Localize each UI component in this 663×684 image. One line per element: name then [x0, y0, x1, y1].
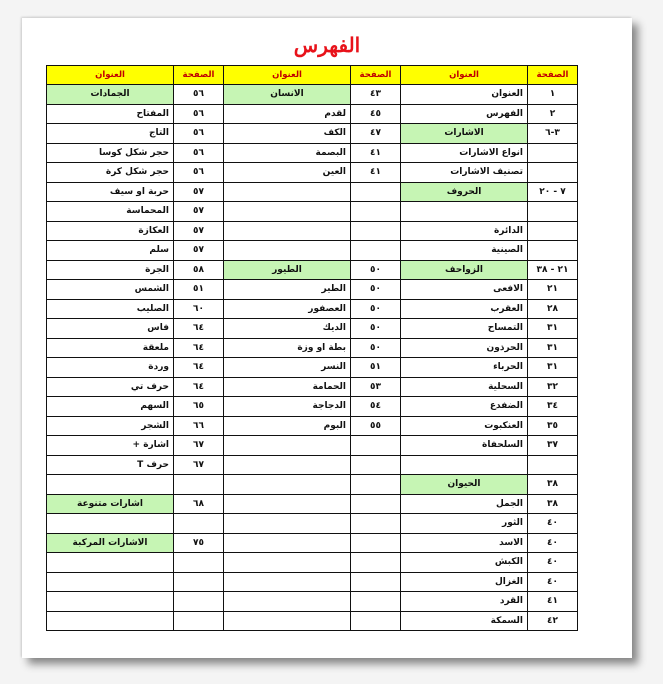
entry-title-cell: [224, 572, 351, 592]
entry-title-cell: انواع الاشارات: [401, 143, 528, 163]
section-title-cell: الجمادات: [47, 85, 174, 105]
entry-title-cell: [224, 436, 351, 456]
entry-title-cell: النسر: [224, 358, 351, 378]
entry-title-cell: المفتاح: [47, 104, 174, 124]
entry-title-cell: [224, 182, 351, 202]
table-row: [47, 241, 578, 261]
entry-page-cell: ٥٦: [174, 85, 224, 105]
section-title-cell: الاشارات المركبة: [47, 533, 174, 553]
entry-title-cell: [224, 475, 351, 495]
entry-page-cell: ٦٨: [174, 494, 224, 514]
entry-page-cell: ٣٨: [528, 475, 578, 495]
table-row: [47, 475, 578, 495]
entry-page-cell: ٦٤: [174, 338, 224, 358]
entry-page-cell: ٤٢: [528, 611, 578, 631]
entry-page-cell: [528, 143, 578, 163]
entry-title-cell: ملعقة: [47, 338, 174, 358]
entry-page-cell: ٥٥: [351, 416, 401, 436]
entry-title-cell: الغزال: [401, 572, 528, 592]
entry-title-cell: حرف تي: [47, 377, 174, 397]
entry-title-cell: [401, 455, 528, 475]
entry-page-cell: [351, 182, 401, 202]
table-row: [47, 104, 578, 124]
entry-page-cell: ٥٠: [351, 319, 401, 339]
entry-title-cell: الصليب: [47, 299, 174, 319]
entry-page-cell: ٥٧: [174, 221, 224, 241]
entry-title-cell: تصنيف الاشارات: [401, 163, 528, 183]
table-row: [47, 338, 578, 358]
entry-title-cell: الشجر: [47, 416, 174, 436]
entry-page-cell: ٣٨: [528, 494, 578, 514]
header-title-2: العنوان: [224, 66, 351, 85]
entry-page-cell: ٥٠: [351, 280, 401, 300]
entry-page-cell: [351, 475, 401, 495]
entry-page-cell: ٥٧: [174, 202, 224, 222]
entry-page-cell: ٤١: [528, 592, 578, 612]
entry-page-cell: ٤١: [351, 163, 401, 183]
page-title: الفهرس: [293, 33, 361, 57]
entry-page-cell: ٥٦: [174, 143, 224, 163]
section-title-cell: اشارات متنوعة: [47, 494, 174, 514]
entry-title-cell: [47, 553, 174, 573]
entry-title-cell: [47, 592, 174, 612]
table-row: [47, 514, 578, 534]
entry-title-cell: اشارة +: [47, 436, 174, 456]
table-row: [47, 572, 578, 592]
entry-page-cell: ٣١: [528, 358, 578, 378]
entry-page-cell: ٦٠: [174, 299, 224, 319]
entry-page-cell: ٤٥: [351, 104, 401, 124]
entry-title-cell: العكازة: [47, 221, 174, 241]
entry-page-cell: ٥٠: [351, 299, 401, 319]
entry-page-cell: ٦٧: [174, 455, 224, 475]
entry-title-cell: [224, 455, 351, 475]
table-row: [47, 124, 578, 144]
entry-title-cell: الكبش: [401, 553, 528, 573]
entry-title-cell: الجمل: [401, 494, 528, 514]
entry-title-cell: الدجاجة: [224, 397, 351, 417]
table-row: [47, 455, 578, 475]
entry-title-cell: سلم: [47, 241, 174, 261]
entry-page-cell: ٢: [528, 104, 578, 124]
entry-title-cell: التاج: [47, 124, 174, 144]
entry-page-cell: [351, 202, 401, 222]
table-row: [47, 221, 578, 241]
entry-title-cell: العقرب: [401, 299, 528, 319]
entry-title-cell: بطة او وزة: [224, 338, 351, 358]
entry-page-cell: ٦٤: [174, 319, 224, 339]
index-table: [46, 65, 578, 631]
entry-page-cell: [351, 611, 401, 631]
table-row: [47, 85, 578, 105]
entry-title-cell: الفهرس: [401, 104, 528, 124]
entry-page-cell: [351, 455, 401, 475]
entry-title-cell: العين: [224, 163, 351, 183]
entry-page-cell: ٣٤: [528, 397, 578, 417]
table-row: [47, 436, 578, 456]
entry-page-cell: ٧ - ٢٠: [528, 182, 578, 202]
entry-page-cell: ٢٨: [528, 299, 578, 319]
entry-page-cell: ٦٦: [174, 416, 224, 436]
entry-title-cell: الصينية: [401, 241, 528, 261]
entry-title-cell: الضفدع: [401, 397, 528, 417]
table-row: [47, 182, 578, 202]
table-row: [47, 553, 578, 573]
entry-title-cell: [401, 202, 528, 222]
entry-page-cell: ٤٠: [528, 514, 578, 534]
entry-page-cell: [351, 514, 401, 534]
entry-title-cell: [47, 572, 174, 592]
entry-page-cell: ٥٣: [351, 377, 401, 397]
entry-title-cell: [224, 494, 351, 514]
entry-page-cell: [174, 514, 224, 534]
entry-page-cell: [351, 533, 401, 553]
table-row: [47, 299, 578, 319]
entry-page-cell: ٥٦: [174, 163, 224, 183]
entry-title-cell: الثور: [401, 514, 528, 534]
entry-page-cell: ٥٦: [174, 124, 224, 144]
entry-page-cell: ٥٠: [351, 338, 401, 358]
entry-page-cell: [351, 592, 401, 612]
entry-title-cell: الجرة: [47, 260, 174, 280]
entry-page-cell: ٣٧: [528, 436, 578, 456]
table-row: [47, 533, 578, 553]
index-sheet: [22, 18, 632, 658]
entry-page-cell: ١: [528, 85, 578, 105]
entry-title-cell: [224, 514, 351, 534]
entry-title-cell: [47, 514, 174, 534]
entry-title-cell: حجر شكل كرة: [47, 163, 174, 183]
entry-title-cell: البوم: [224, 416, 351, 436]
entry-title-cell: القرد: [401, 592, 528, 612]
header-page-2: الصفحة: [351, 66, 401, 85]
section-title-cell: الحروف: [401, 182, 528, 202]
entry-page-cell: [351, 436, 401, 456]
entry-title-cell: [224, 553, 351, 573]
entry-page-cell: ٥١: [174, 280, 224, 300]
entry-page-cell: [528, 202, 578, 222]
entry-page-cell: [351, 221, 401, 241]
entry-title-cell: [47, 611, 174, 631]
table-row: [47, 319, 578, 339]
entry-title-cell: التمساح: [401, 319, 528, 339]
table-row: [47, 260, 578, 280]
entry-title-cell: الديك: [224, 319, 351, 339]
entry-page-cell: ٥٠: [351, 260, 401, 280]
entry-title-cell: [224, 592, 351, 612]
table-row: [47, 163, 578, 183]
entry-page-cell: ٤٧: [351, 124, 401, 144]
entry-page-cell: ٤٠: [528, 533, 578, 553]
table-row: [47, 143, 578, 163]
table-row: [47, 280, 578, 300]
entry-title-cell: العصفور: [224, 299, 351, 319]
header-title-1: العنوان: [401, 66, 528, 85]
entry-title-cell: الحرذون: [401, 338, 528, 358]
entry-page-cell: ٣١: [528, 319, 578, 339]
entry-page-cell: ٢١ - ٣٨: [528, 260, 578, 280]
entry-title-cell: الحرباء: [401, 358, 528, 378]
entry-page-cell: ٤٠: [528, 572, 578, 592]
entry-page-cell: [174, 611, 224, 631]
entry-title-cell: العنوان: [401, 85, 528, 105]
entry-title-cell: الكف: [224, 124, 351, 144]
entry-title-cell: الشمس: [47, 280, 174, 300]
entry-page-cell: ٤٠: [528, 553, 578, 573]
table-row: [47, 397, 578, 417]
entry-page-cell: [351, 553, 401, 573]
entry-page-cell: ٧٥: [174, 533, 224, 553]
entry-title-cell: السلحفاة: [401, 436, 528, 456]
entry-title-cell: وردة: [47, 358, 174, 378]
entry-page-cell: ٣٥: [528, 416, 578, 436]
entry-title-cell: السهم: [47, 397, 174, 417]
entry-title-cell: [224, 611, 351, 631]
section-title-cell: الحيوان: [401, 475, 528, 495]
entry-page-cell: [174, 592, 224, 612]
header-title-3: العنوان: [47, 66, 174, 85]
entry-page-cell: [528, 221, 578, 241]
entry-title-cell: العنكبوت: [401, 416, 528, 436]
table-row: [47, 592, 578, 612]
header-row: [47, 66, 578, 85]
section-title-cell: الاشارات: [401, 124, 528, 144]
table-row: [47, 202, 578, 222]
entry-title-cell: الحمامة: [224, 377, 351, 397]
entry-title-cell: الدائرة: [401, 221, 528, 241]
entry-page-cell: ٥٨: [174, 260, 224, 280]
entry-title-cell: الافعى: [401, 280, 528, 300]
entry-title-cell: حربة او سيف: [47, 182, 174, 202]
entry-page-cell: ٣-٦: [528, 124, 578, 144]
entry-page-cell: [174, 572, 224, 592]
entry-page-cell: ٢١: [528, 280, 578, 300]
entry-title-cell: حرف T: [47, 455, 174, 475]
entry-page-cell: ٥١: [351, 358, 401, 378]
table-row: [47, 611, 578, 631]
section-title-cell: الانسان: [224, 85, 351, 105]
entry-page-cell: [528, 241, 578, 261]
table-row: [47, 358, 578, 378]
entry-page-cell: ٦٧: [174, 436, 224, 456]
entry-page-cell: ٥٧: [174, 182, 224, 202]
entry-page-cell: ٣١: [528, 338, 578, 358]
entry-page-cell: ٥٦: [174, 104, 224, 124]
entry-title-cell: السمكة: [401, 611, 528, 631]
entry-title-cell: المحماسة: [47, 202, 174, 222]
entry-title-cell: الطير: [224, 280, 351, 300]
entry-page-cell: [351, 572, 401, 592]
entry-page-cell: ٥٤: [351, 397, 401, 417]
entry-title-cell: السحلية: [401, 377, 528, 397]
entry-page-cell: ٦٥: [174, 397, 224, 417]
entry-page-cell: ٦٤: [174, 377, 224, 397]
entry-title-cell: [224, 221, 351, 241]
entry-page-cell: [174, 553, 224, 573]
entry-page-cell: [351, 494, 401, 514]
entry-title-cell: الاسد: [401, 533, 528, 553]
entry-title-cell: [224, 533, 351, 553]
entry-title-cell: حجر شكل كوسا: [47, 143, 174, 163]
entry-page-cell: [528, 455, 578, 475]
entry-page-cell: [528, 163, 578, 183]
table-row: [47, 377, 578, 397]
header-page-3: الصفحة: [174, 66, 224, 85]
section-title-cell: الطيور: [224, 260, 351, 280]
entry-page-cell: ٥٧: [174, 241, 224, 261]
entry-page-cell: ٦٤: [174, 358, 224, 378]
entry-title-cell: البصمة: [224, 143, 351, 163]
entry-page-cell: ٣٢: [528, 377, 578, 397]
table-row: [47, 494, 578, 514]
entry-page-cell: [174, 475, 224, 495]
section-title-cell: الزواحف: [401, 260, 528, 280]
entry-title-cell: لقدم: [224, 104, 351, 124]
table-row: [47, 416, 578, 436]
entry-page-cell: ٤١: [351, 143, 401, 163]
entry-page-cell: [351, 241, 401, 261]
header-page-1: الصفحة: [528, 66, 578, 85]
entry-title-cell: [224, 202, 351, 222]
entry-title-cell: فاس: [47, 319, 174, 339]
index-table-body: [47, 66, 578, 631]
entry-title-cell: [224, 241, 351, 261]
entry-title-cell: [47, 475, 174, 495]
entry-page-cell: ٤٣: [351, 85, 401, 105]
